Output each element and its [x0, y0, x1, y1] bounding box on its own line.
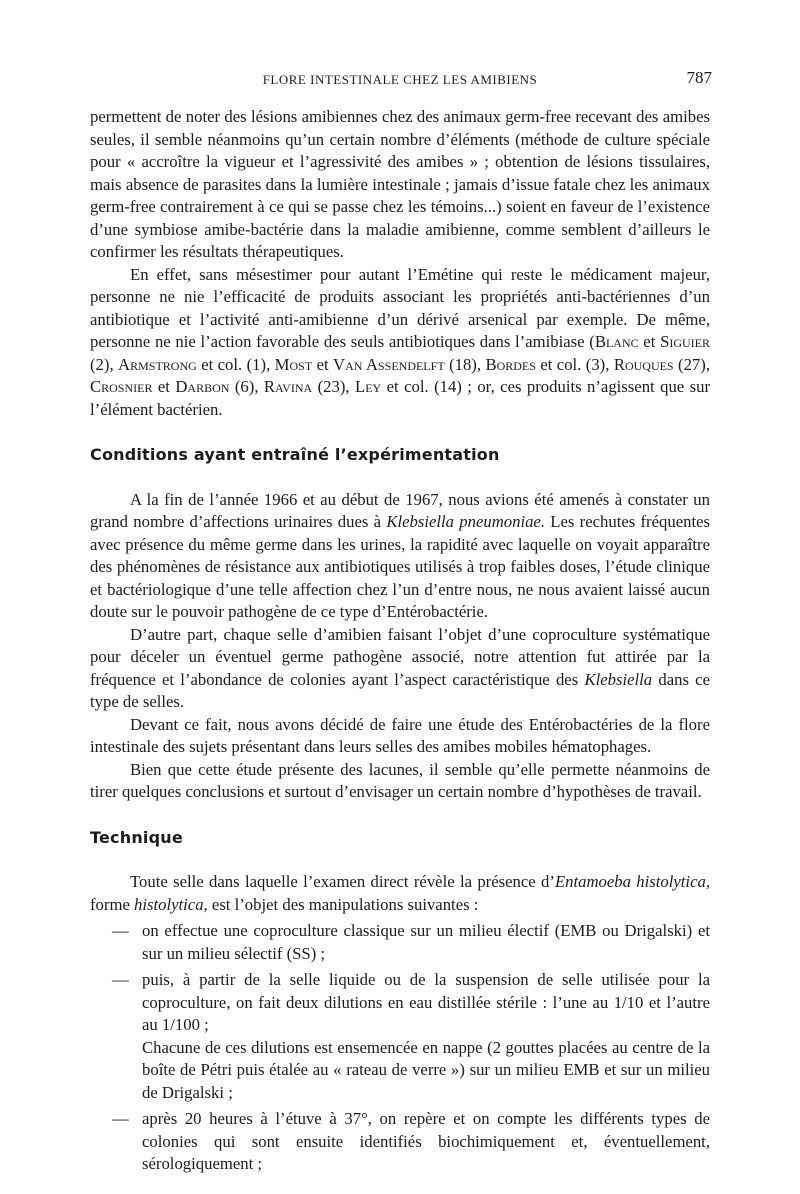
text-run: (2),	[90, 354, 119, 374]
text-run: (23),	[312, 377, 355, 396]
procedure-list	[90, 920, 710, 1176]
text-run: et	[152, 377, 176, 396]
paragraph	[90, 264, 710, 422]
author-name: Armstrong	[118, 354, 197, 374]
author-name: Bordes	[485, 354, 536, 374]
list-item-text: on effectue une coproculture classique sur un milieu électif (EMB ou Drigalski) et sur un milieu sélectif (SS) ;	[142, 921, 710, 963]
author-name: Van Assendelft	[333, 354, 445, 374]
text-run: et	[638, 332, 661, 351]
list-item	[90, 920, 710, 965]
paragraph: Bien que cette étude présente des lacunes, il semble qu’elle permette néanmoins de tirer quelques conclusions et surtout d’envisager un certain nombre d’hypothèses de travail.	[90, 759, 710, 801]
author-name: Siguier	[660, 332, 711, 351]
text-run: D’autre part, chaque selle d’amibien faisant l’objet d’une coproculture systématique pour déceler un éventuel germe pathogène associé, notre attention fut attirée par la fréquence et l’abondance de colonies ayant l’aspect caractéristique des	[90, 624, 710, 689]
section-heading: Technique	[90, 827, 183, 847]
author-name: Crosnier	[90, 377, 153, 396]
italic-term: Entamoeba histolytica,	[554, 872, 710, 891]
author-name: Darbon	[175, 377, 230, 396]
italic-term: histolytica,	[134, 894, 208, 914]
author-name: Most	[274, 354, 313, 374]
running-head: FLORE INTESTINALE CHEZ LES AMIBIENS	[262, 72, 538, 87]
text-run: dans ce type de selles.	[90, 669, 710, 711]
list-item	[90, 969, 710, 1104]
list-item-text: Chacune de ces dilutions est ensemencée en nappe (2 gouttes placées au centre de la boîte de Pétri puis étalée au « rateau de verre ») sur un milieu EMB et sur un milieu de Drigalski ;	[142, 1037, 710, 1102]
dash-marker: —	[112, 921, 129, 940]
author-name: Blanc	[594, 332, 639, 351]
body-text	[90, 106, 710, 1176]
text-run: (6),	[229, 377, 264, 396]
text-run: A la fin de l’année 1966 et au début de 1967, nous avions été amenés à constater un grand nombre d’affections urinaires dues à	[90, 489, 710, 531]
text-run: et col. (3),	[535, 354, 614, 374]
paragraph: Devant ce fait, nous avons décidé de faire une étude des Entérobactéries de la flore intestinale des sujets présentant dans leurs selles des amibes mobiles hématophages.	[90, 714, 710, 756]
italic-term: Klebsiella	[584, 669, 653, 689]
italic-term: Klebsiella pneumoniae.	[386, 512, 546, 531]
text-run: et col. (1),	[196, 354, 275, 374]
list-item	[90, 1108, 710, 1176]
text-run: forme	[90, 894, 135, 914]
section-heading: Conditions ayant entraîné l’expérimentation	[90, 445, 500, 464]
list-item-text: après 20 heures à l’étuve à 37°, on repère et on compte les différents types de colonies qui sont ensuite identifiés biochimiquement et, éventuellement, sérologiquement ;	[142, 1109, 710, 1173]
text-run: Toute selle dans laquelle l’examen direct révèle la présence d’	[130, 872, 555, 891]
paragraph	[90, 871, 710, 916]
paragraph	[90, 624, 710, 714]
paragraph: permettent de noter des lésions amibiennes chez des animaux germ-free recevant des amibes seules, il semble néanmoins qu’un certain nombre d’éléments (méthode de culture spéciale pour « accroître la vigueur et l’agressivité des amibes » ; obtention de lésions tissulaires, mais absence de parasites dans la lumière intestinale ; jamais d’issue fatale chez les animaux germ-free contrairement à ce qui se passe chez les témoins...) soient en faveur de l’existence d’une symbiose amibe-bactérie dans la maladie amibienne, comme semblent d’ailleurs le confirmer les résultats thérapeutiques.	[90, 107, 710, 261]
text-run: Les rechutes fréquentes avec présence du même germe dans les urines, la rapidité avec laquelle on voyait apparaître des phénomènes de résistance aux antibiotiques utilisés à trop faibles doses, l’étude clinique et bactériologique d’une telle affection chez l’un d’entre nous, ne nous avaient laissé aucun doute sur le pouvoir pathogène de ce type d’Entérobactérie.	[90, 512, 710, 621]
dash-marker: —	[112, 970, 129, 989]
text-run: (18),	[444, 354, 486, 374]
page-number: 787	[686, 68, 712, 87]
text-run: (27),	[673, 354, 711, 374]
paragraph	[90, 489, 710, 624]
text-run: et col. (14) ; or, ces produits n’agissent que sur l’élément bactérien.	[90, 377, 711, 419]
author-name: Ley	[355, 377, 382, 396]
author-name: Ravina	[263, 377, 313, 396]
dash-marker: —	[112, 1109, 129, 1128]
text-run: En effet, sans mésestimer pour autant l’Emétine qui reste le médicament majeur, personne ne nie l’efficacité de produits associant les propriétés anti-bactériennes d’un antibiotique et l’activité anti-amibienne d’un dérivé arsenical par exemple. De même, personne ne nie l’action favorable des seuls antibiotiques dans l’amibiase (	[90, 264, 710, 351]
text-run: et	[312, 354, 334, 374]
author-name: Rouques	[613, 354, 674, 374]
text-run: est l’objet des manipulations suivantes :	[207, 894, 479, 914]
list-item-text: puis, à partir de la selle liquide ou de la suspension de selle utilisée pour la coproculture, on fait deux dilutions en eau distillée stérile : l’une au 1/10 et l’autre au 1/100 ;	[142, 970, 710, 1034]
